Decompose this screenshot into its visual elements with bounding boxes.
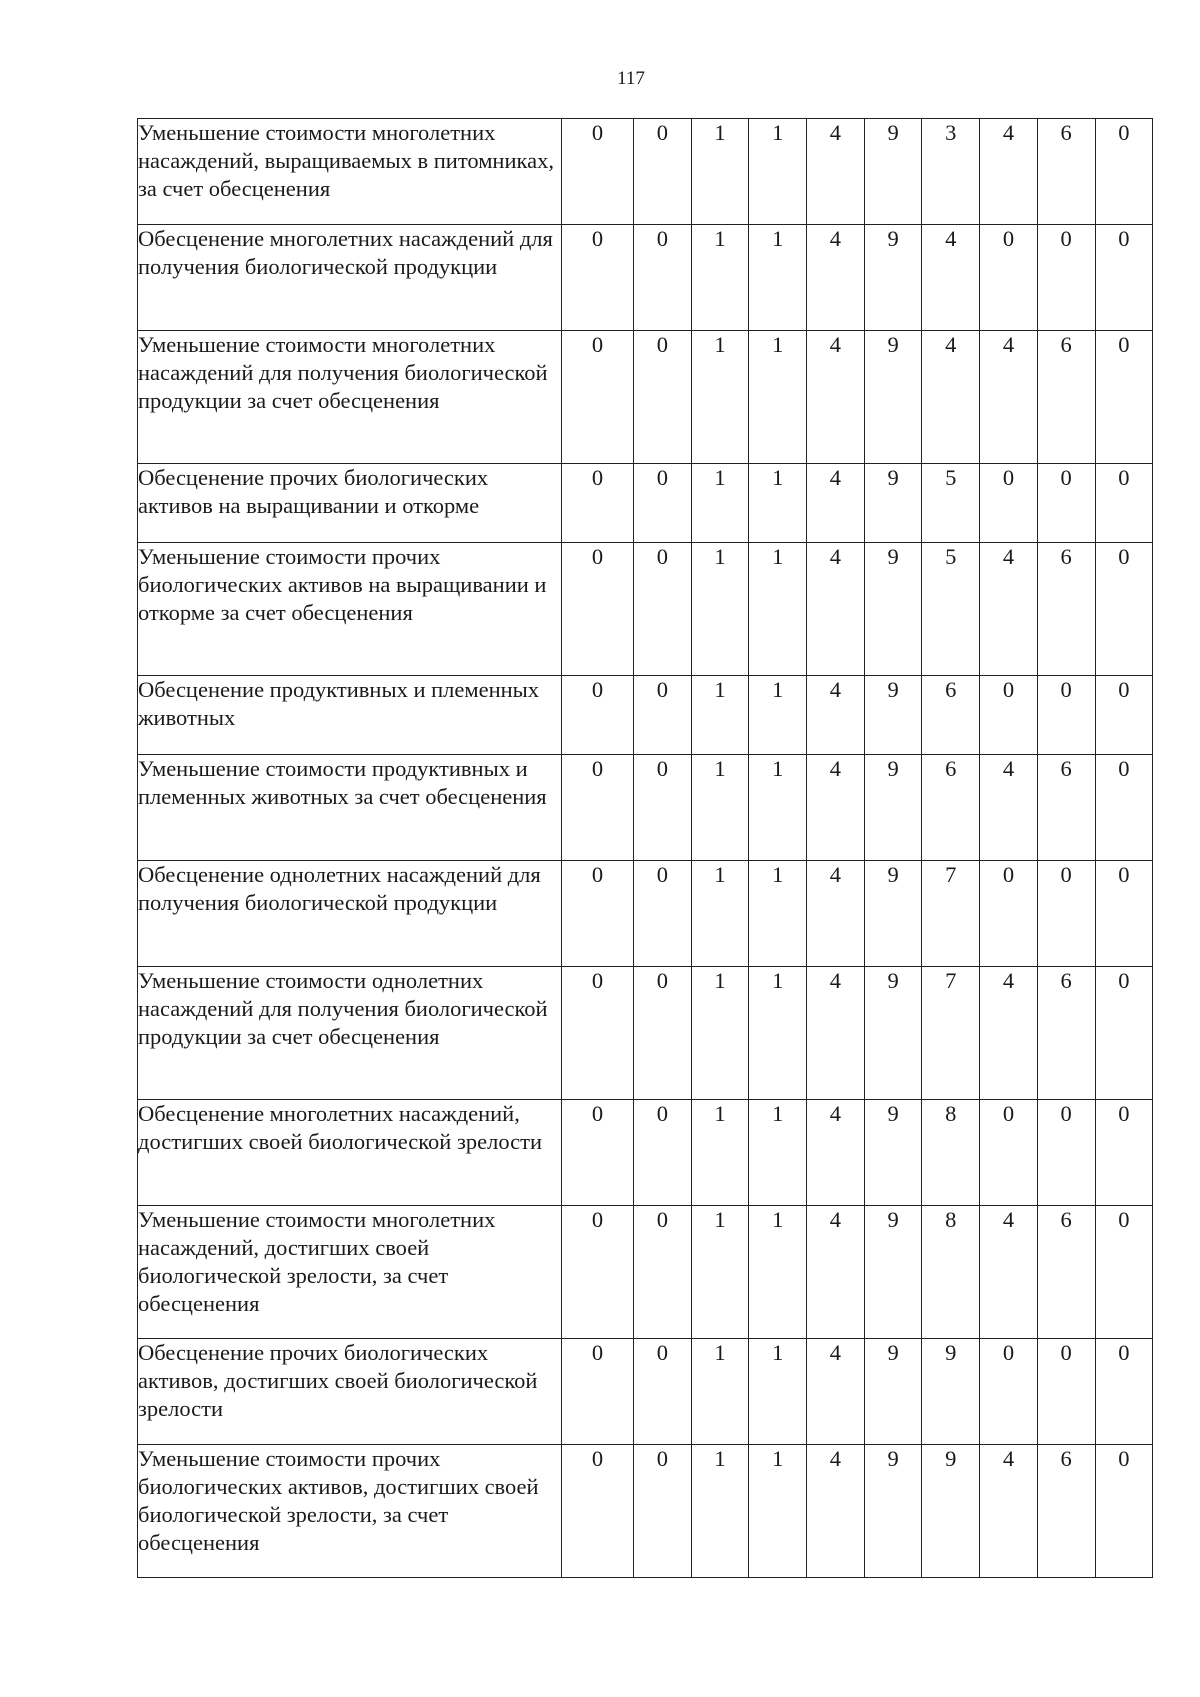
code-digit-3: 1 — [691, 1206, 749, 1339]
row-description: Обесценение многолетних насаждений для получения биологической продукции — [138, 225, 562, 331]
code-digit-2: 0 — [634, 967, 692, 1100]
code-digit-6: 9 — [864, 464, 922, 543]
code-digit-7: 7 — [922, 861, 980, 967]
code-digit-9: 6 — [1037, 755, 1095, 861]
code-digit-3: 1 — [691, 1445, 749, 1578]
row-description: Уменьшение стоимости прочих биологических активов, достигших своей биологической зрелости, за счет обесценения — [138, 1445, 562, 1578]
code-digit-9: 0 — [1037, 225, 1095, 331]
row-description: Уменьшение стоимости многолетних насаждений, достигших своей биологической зрелости, за счет обесценения — [138, 1206, 562, 1339]
code-digit-9: 6 — [1037, 967, 1095, 1100]
code-digit-9: 6 — [1037, 543, 1095, 676]
code-digit-4: 1 — [749, 331, 807, 464]
code-digit-6: 9 — [864, 1206, 922, 1339]
code-digit-1: 0 — [562, 861, 634, 967]
code-digit-7: 6 — [922, 676, 980, 755]
code-digit-1: 0 — [562, 755, 634, 861]
code-digit-1: 0 — [562, 676, 634, 755]
code-digit-3: 1 — [691, 331, 749, 464]
table-row — [138, 464, 1153, 543]
code-digit-9: 0 — [1037, 676, 1095, 755]
code-digit-7: 8 — [922, 1100, 980, 1206]
code-digit-6: 9 — [864, 1445, 922, 1578]
code-digit-1: 0 — [562, 1445, 634, 1578]
code-digit-10: 0 — [1095, 676, 1153, 755]
code-digit-6: 9 — [864, 967, 922, 1100]
code-digit-3: 1 — [691, 755, 749, 861]
code-digit-10: 0 — [1095, 861, 1153, 967]
code-digit-1: 0 — [562, 967, 634, 1100]
code-digit-10: 0 — [1095, 755, 1153, 861]
code-digit-9: 6 — [1037, 1206, 1095, 1339]
code-digit-9: 0 — [1037, 861, 1095, 967]
code-digit-7: 4 — [922, 331, 980, 464]
page-number: 117 — [617, 68, 645, 89]
code-digit-10: 0 — [1095, 1445, 1153, 1578]
code-digit-1: 0 — [562, 331, 634, 464]
code-digit-4: 1 — [749, 1339, 807, 1445]
code-digit-1: 0 — [562, 1339, 634, 1445]
code-digit-3: 1 — [691, 1100, 749, 1206]
row-description: Обесценение прочих биологических активов, достигших своей биологической зрелости — [138, 1339, 562, 1445]
code-digit-3: 1 — [691, 861, 749, 967]
code-digit-5: 4 — [807, 225, 865, 331]
code-digit-8: 4 — [980, 1445, 1038, 1578]
code-digit-9: 0 — [1037, 1339, 1095, 1445]
code-digit-4: 1 — [749, 676, 807, 755]
code-digit-5: 4 — [807, 1445, 865, 1578]
code-digit-3: 1 — [691, 543, 749, 676]
code-digit-7: 9 — [922, 1339, 980, 1445]
code-digit-3: 1 — [691, 225, 749, 331]
code-digit-5: 4 — [807, 1206, 865, 1339]
code-digit-3: 1 — [691, 1339, 749, 1445]
code-digit-1: 0 — [562, 119, 634, 225]
code-digit-8: 0 — [980, 464, 1038, 543]
row-description: Уменьшение стоимости продуктивных и племенных животных за счет обесценения — [138, 755, 562, 861]
table-row — [138, 1206, 1153, 1339]
code-digit-8: 0 — [980, 676, 1038, 755]
code-digit-5: 4 — [807, 464, 865, 543]
code-digit-2: 0 — [634, 543, 692, 676]
row-description: Обесценение однолетних насаждений для получения биологической продукции — [138, 861, 562, 967]
code-digit-6: 9 — [864, 225, 922, 331]
code-digit-1: 0 — [562, 1206, 634, 1339]
table-row — [138, 1339, 1153, 1445]
code-digit-4: 1 — [749, 967, 807, 1100]
code-digit-7: 9 — [922, 1445, 980, 1578]
code-digit-8: 4 — [980, 967, 1038, 1100]
code-digit-10: 0 — [1095, 543, 1153, 676]
code-digit-10: 0 — [1095, 225, 1153, 331]
code-digit-2: 0 — [634, 676, 692, 755]
code-digit-1: 0 — [562, 225, 634, 331]
code-digit-6: 9 — [864, 1100, 922, 1206]
code-digit-9: 6 — [1037, 331, 1095, 464]
row-description: Уменьшение стоимости многолетних насаждений, выращиваемых в питомниках, за счет обесценения — [138, 119, 562, 225]
code-digit-8: 0 — [980, 1100, 1038, 1206]
code-digit-4: 1 — [749, 861, 807, 967]
code-digit-5: 4 — [807, 755, 865, 861]
code-digit-9: 0 — [1037, 1100, 1095, 1206]
code-digit-2: 0 — [634, 1206, 692, 1339]
code-digit-4: 1 — [749, 543, 807, 676]
code-digit-4: 1 — [749, 1100, 807, 1206]
code-digit-8: 4 — [980, 1206, 1038, 1339]
code-digit-8: 4 — [980, 331, 1038, 464]
table-body — [138, 119, 1153, 1578]
code-digit-6: 9 — [864, 119, 922, 225]
account-code-table — [137, 118, 1153, 1578]
code-digit-6: 9 — [864, 755, 922, 861]
code-digit-10: 0 — [1095, 119, 1153, 225]
row-description: Обесценение прочих биологических активов на выращивании и откорме — [138, 464, 562, 543]
code-digit-6: 9 — [864, 676, 922, 755]
code-digit-6: 9 — [864, 331, 922, 464]
table-row — [138, 331, 1153, 464]
code-digit-10: 0 — [1095, 1206, 1153, 1339]
code-digit-6: 9 — [864, 861, 922, 967]
code-digit-8: 4 — [980, 543, 1038, 676]
code-digit-4: 1 — [749, 1445, 807, 1578]
code-digit-10: 0 — [1095, 331, 1153, 464]
code-digit-9: 0 — [1037, 464, 1095, 543]
code-digit-8: 4 — [980, 119, 1038, 225]
code-digit-2: 0 — [634, 755, 692, 861]
table-row — [138, 676, 1153, 755]
code-digit-10: 0 — [1095, 967, 1153, 1100]
code-digit-2: 0 — [634, 464, 692, 543]
row-description: Обесценение многолетних насаждений, достигших своей биологической зрелости — [138, 1100, 562, 1206]
code-digit-4: 1 — [749, 1206, 807, 1339]
code-digit-9: 6 — [1037, 1445, 1095, 1578]
table-row — [138, 1445, 1153, 1578]
code-digit-1: 0 — [562, 543, 634, 676]
code-digit-2: 0 — [634, 331, 692, 464]
code-digit-3: 1 — [691, 967, 749, 1100]
code-digit-2: 0 — [634, 225, 692, 331]
code-digit-5: 4 — [807, 967, 865, 1100]
row-description: Уменьшение стоимости многолетних насаждений для получения биологической продукции за счет обесценения — [138, 331, 562, 464]
code-digit-3: 1 — [691, 676, 749, 755]
code-digit-2: 0 — [634, 1100, 692, 1206]
table-row — [138, 755, 1153, 861]
table-row — [138, 543, 1153, 676]
code-digit-5: 4 — [807, 1339, 865, 1445]
code-digit-2: 0 — [634, 861, 692, 967]
code-digit-10: 0 — [1095, 1100, 1153, 1206]
code-digit-5: 4 — [807, 119, 865, 225]
table-row — [138, 119, 1153, 225]
code-digit-8: 0 — [980, 225, 1038, 331]
code-digit-4: 1 — [749, 225, 807, 331]
table-row — [138, 967, 1153, 1100]
code-digit-8: 0 — [980, 1339, 1038, 1445]
code-digit-5: 4 — [807, 331, 865, 464]
row-description: Обесценение продуктивных и племенных животных — [138, 676, 562, 755]
code-digit-6: 9 — [864, 1339, 922, 1445]
code-digit-2: 0 — [634, 1339, 692, 1445]
table-row — [138, 1100, 1153, 1206]
code-digit-3: 1 — [691, 464, 749, 543]
code-digit-7: 7 — [922, 967, 980, 1100]
code-digit-7: 3 — [922, 119, 980, 225]
code-digit-5: 4 — [807, 543, 865, 676]
code-digit-5: 4 — [807, 1100, 865, 1206]
row-description: Уменьшение стоимости однолетних насаждений для получения биологической продукции за счет обесценения — [138, 967, 562, 1100]
row-description: Уменьшение стоимости прочих биологических активов на выращивании и откорме за счет обесценения — [138, 543, 562, 676]
code-digit-10: 0 — [1095, 1339, 1153, 1445]
table-row — [138, 861, 1153, 967]
code-digit-1: 0 — [562, 464, 634, 543]
code-digit-9: 6 — [1037, 119, 1095, 225]
code-digit-7: 8 — [922, 1206, 980, 1339]
code-digit-6: 9 — [864, 543, 922, 676]
table-row — [138, 225, 1153, 331]
code-digit-2: 0 — [634, 1445, 692, 1578]
code-digit-5: 4 — [807, 861, 865, 967]
code-digit-8: 0 — [980, 861, 1038, 967]
code-digit-5: 4 — [807, 676, 865, 755]
code-digit-4: 1 — [749, 119, 807, 225]
code-digit-7: 5 — [922, 464, 980, 543]
code-digit-2: 0 — [634, 119, 692, 225]
code-digit-7: 5 — [922, 543, 980, 676]
code-digit-4: 1 — [749, 464, 807, 543]
code-digit-3: 1 — [691, 119, 749, 225]
code-digit-7: 6 — [922, 755, 980, 861]
code-digit-1: 0 — [562, 1100, 634, 1206]
code-digit-7: 4 — [922, 225, 980, 331]
code-digit-10: 0 — [1095, 464, 1153, 543]
code-digit-4: 1 — [749, 755, 807, 861]
code-digit-8: 4 — [980, 755, 1038, 861]
